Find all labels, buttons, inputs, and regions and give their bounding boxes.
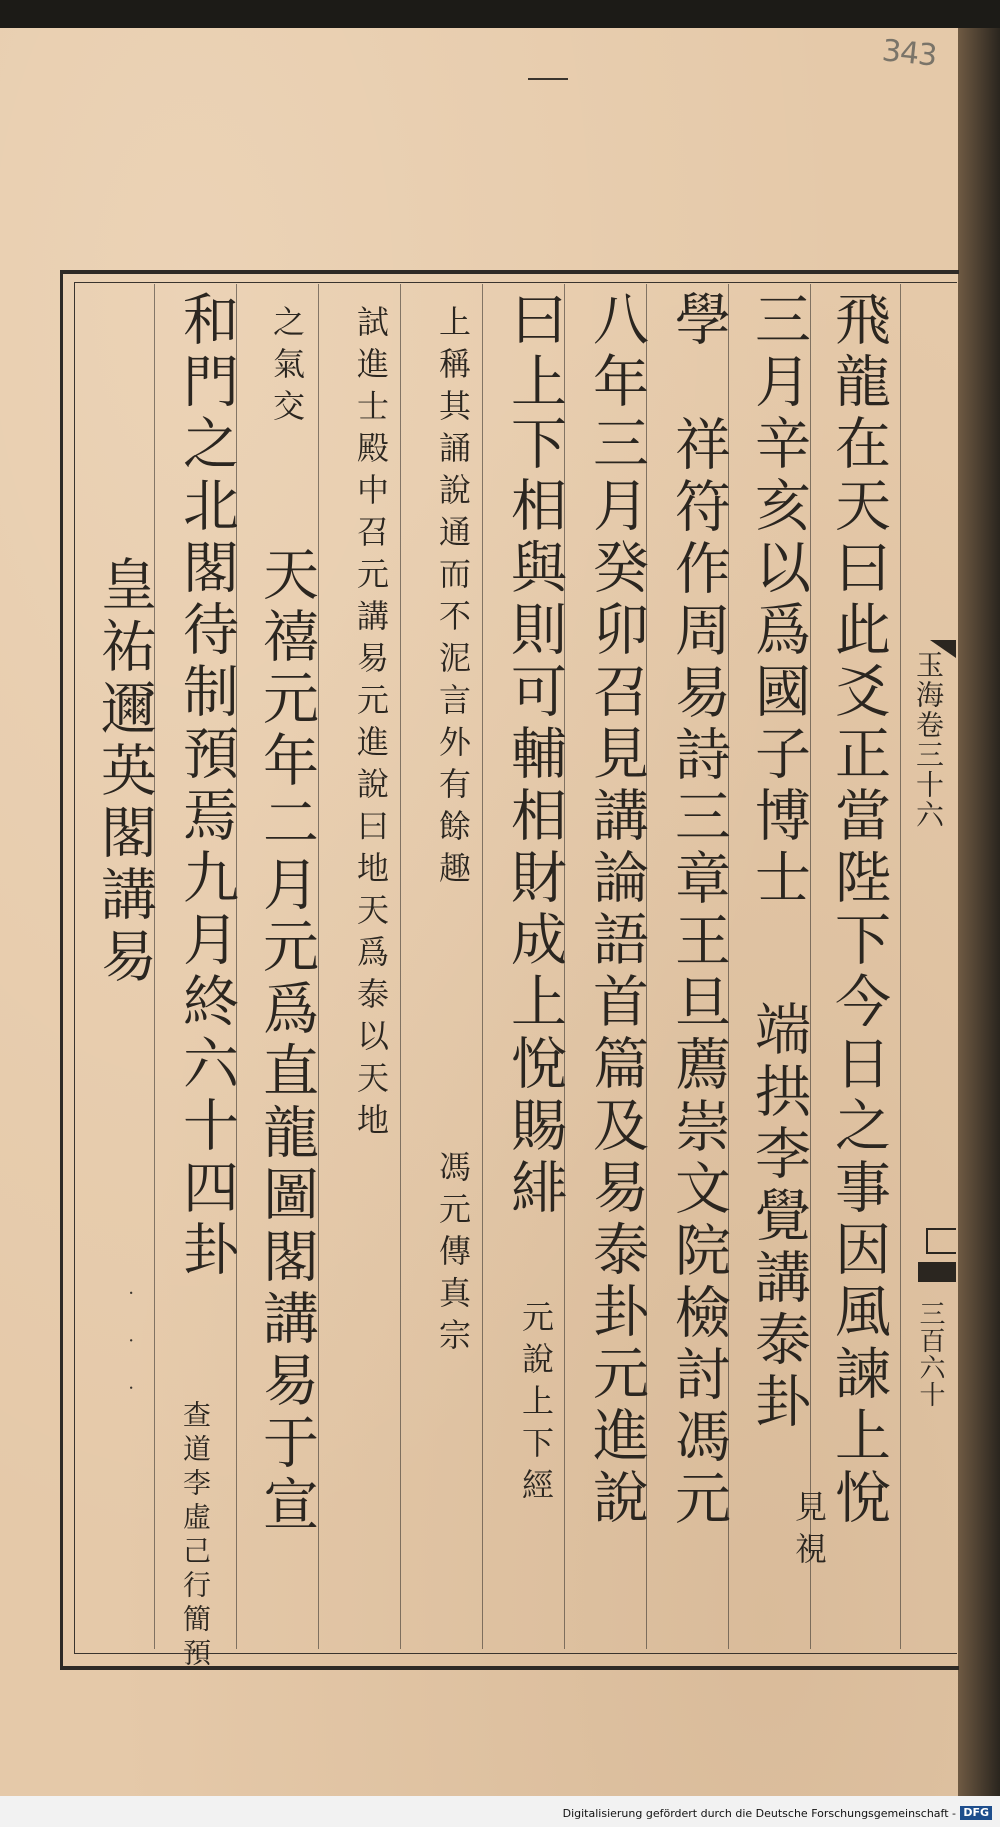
text-column-2-part-1: 三月辛亥以爲國子博士: [746, 290, 811, 910]
margin-page-number: 三百六十: [915, 1300, 945, 1408]
ink-dots: · · ·: [120, 1290, 141, 1409]
dfg-logo: DFG: [960, 1806, 992, 1820]
text-column-4: 八年三月癸卯召見講論語首篇及易泰卦元進說: [584, 290, 649, 1530]
column-rule: [482, 284, 483, 1649]
text-column-3-part-2: 祥符作周易詩三章王旦薦崇文院檢討馮元: [666, 415, 731, 1531]
text-column-7: 試進士殿中召元講易元進說曰地天爲泰以天地: [352, 305, 390, 1145]
text-column-6-part-1: 上稱其誦說通而不泥言外有餘趣: [434, 305, 472, 893]
page-edge: [958, 28, 1000, 1796]
text-column-6-part-2: 馮元傳真宗: [434, 1150, 472, 1360]
column-rule: [900, 284, 901, 1649]
text-column-10: 皇祐邇英閣講易: [92, 555, 157, 989]
text-column-3-part-1: 學: [666, 290, 731, 352]
top-tick-mark: [528, 78, 568, 80]
text-column-8-part-2: 天禧元年二月元爲直龍圖閣講易于宣: [254, 545, 319, 1537]
footer-credit: Digitalisierung gefördert durch die Deutsche Forschungsgemeinschaft -: [562, 1807, 956, 1820]
text-column-8-part-1: 之氣交: [268, 305, 306, 431]
page-tab-mark: [926, 1228, 956, 1254]
text-column-1: 飛龍在天曰此爻正當陛下今日之事因風諫上悅: [826, 290, 891, 1530]
text-column-2-note: 見視: [790, 1490, 828, 1574]
text-column-9-part-1: 和門之北閣待制預焉九月終六十四卦: [174, 290, 239, 1282]
text-column-9-note: 查道李虛己行簡預: [179, 1400, 212, 1672]
text-column-5-part-1: 曰上下相與則可輔相財成上悅賜緋: [502, 290, 567, 1220]
text-column-5-note: 元說上下經: [517, 1300, 555, 1510]
text-column-2-part-2: 端拱李覺講泰卦: [746, 1000, 811, 1434]
column-rule: [400, 284, 401, 1649]
folio-number: 343: [880, 33, 938, 74]
margin-title: 玉海卷三十六: [912, 650, 945, 830]
fish-tail-mark-lower: [918, 1262, 956, 1282]
